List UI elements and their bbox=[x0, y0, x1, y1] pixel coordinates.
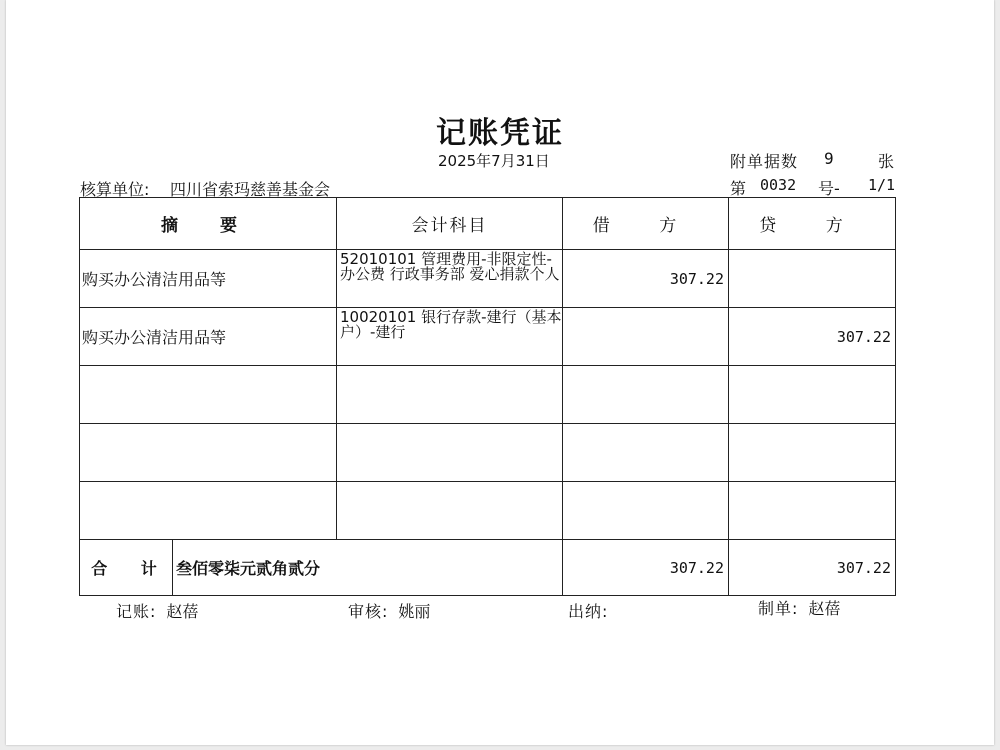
subject-cell: 10020101 银行存款-建行（基本户）-建行 bbox=[337, 308, 563, 366]
column-header-subject: 会计科目 bbox=[337, 198, 563, 250]
page-number: 1/1 bbox=[868, 176, 896, 194]
total-label-cell bbox=[80, 540, 563, 596]
table-row bbox=[80, 482, 896, 540]
voucher-page bbox=[6, 0, 994, 745]
table-row bbox=[80, 366, 896, 424]
column-header-debit: 借 方 bbox=[563, 198, 729, 250]
auditor-label: 审核: bbox=[348, 602, 389, 621]
subject-cell bbox=[337, 482, 563, 540]
table-row bbox=[80, 424, 896, 482]
total-credit: 307.22 bbox=[729, 540, 896, 596]
auditor-signature bbox=[348, 599, 430, 622]
debit-cell bbox=[563, 482, 729, 540]
debit-cell bbox=[563, 308, 729, 366]
cashier-label: 出纳: bbox=[568, 602, 609, 621]
summary-cell: 购买办公清洁用品等 bbox=[80, 250, 337, 308]
table-row bbox=[80, 308, 896, 366]
summary-cell bbox=[80, 424, 337, 482]
credit-cell: 307.22 bbox=[729, 308, 896, 366]
credit-cell bbox=[729, 482, 896, 540]
summary-cell: 购买办公清洁用品等 bbox=[80, 308, 337, 366]
column-header-summary: 摘 要 bbox=[80, 198, 337, 250]
preparer-signature bbox=[758, 596, 840, 619]
preparer-label: 制单: bbox=[758, 599, 799, 618]
voucher-number: 0032 bbox=[760, 176, 797, 194]
voucher-number-suffix: 号- bbox=[818, 179, 840, 198]
bookkeeper-label: 记账: bbox=[116, 602, 157, 621]
debit-cell bbox=[563, 424, 729, 482]
voucher-number-prefix: 第 bbox=[730, 179, 747, 198]
voucher-table bbox=[79, 197, 896, 596]
bookkeeper-signature bbox=[116, 599, 198, 622]
accounting-unit-label: 核算单位: bbox=[80, 180, 150, 199]
credit-cell bbox=[729, 366, 896, 424]
attachments-label: 附单据数 bbox=[730, 152, 799, 171]
accounting-unit-value: 四川省索玛慈善基金会 bbox=[170, 180, 331, 199]
credit-cell bbox=[729, 424, 896, 482]
debit-cell: 307.22 bbox=[563, 250, 729, 308]
summary-cell bbox=[80, 482, 337, 540]
column-header-credit: 贷 方 bbox=[729, 198, 896, 250]
total-label: 合 计 bbox=[80, 540, 173, 595]
preparer-name: 赵蓓 bbox=[808, 599, 841, 618]
total-debit: 307.22 bbox=[563, 540, 729, 596]
table-row bbox=[80, 250, 896, 308]
table-header-row bbox=[80, 198, 896, 250]
voucher-date: 2025年7月31日 bbox=[438, 152, 550, 170]
total-amount-in-words: 叁佰零柒元贰角贰分 bbox=[176, 559, 321, 578]
subject-cell bbox=[337, 424, 563, 482]
bookkeeper-name: 赵蓓 bbox=[166, 602, 199, 621]
total-row bbox=[80, 540, 896, 596]
attachments-unit: 张 bbox=[878, 152, 895, 171]
summary-cell bbox=[80, 366, 337, 424]
document-title: 记账凭证 bbox=[436, 116, 564, 151]
subject-cell bbox=[337, 366, 563, 424]
subject-cell: 52010101 管理费用-非限定性-办公费 行政事务部 爱心捐款个人 bbox=[337, 250, 563, 308]
credit-cell bbox=[729, 250, 896, 308]
auditor-name: 姚丽 bbox=[398, 602, 431, 621]
cashier-signature bbox=[568, 599, 618, 622]
attachments-count: 9 bbox=[824, 149, 834, 168]
debit-cell bbox=[563, 366, 729, 424]
